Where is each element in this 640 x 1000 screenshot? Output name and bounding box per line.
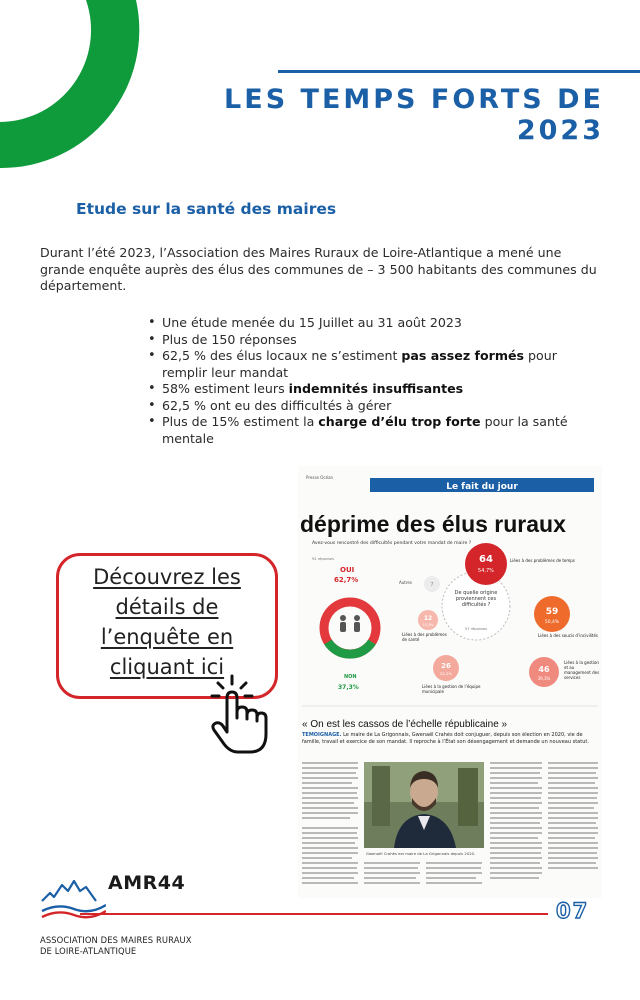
bubble-center-question: De quelle origine proviennent ces difficultés ? <box>454 590 498 608</box>
page-title: LES TEMPS FORTS DE 2023 <box>224 84 604 146</box>
list-item: • Une étude menée du 15 Juillet au 31 août 2023 <box>148 315 568 332</box>
logo-name: AMR44 <box>108 872 186 894</box>
top-rule <box>278 70 640 73</box>
non-value: 37,3% <box>338 684 359 691</box>
bubble-count: 12 <box>423 615 433 622</box>
bubble-count: 59 <box>545 607 559 617</box>
association-name: ASSOCIATION DES MAIRES RURAUX DE LOIRE-ATLANTIQUE <box>40 935 192 956</box>
bubble-count: 7 <box>430 582 434 588</box>
survey-link[interactable]: Découvrez les détails de l’enquête en cliquant ici <box>93 565 241 679</box>
bubble-count: 64 <box>479 554 493 565</box>
bubble-label: Liées à des soucis d’incivilités <box>538 633 598 638</box>
section-heading: Etude sur la santé des maires <box>76 200 337 218</box>
svg-text:Presse Océan: Presse Océan <box>306 475 334 480</box>
bubble-label: Liées à des problèmes de santé <box>402 632 447 642</box>
bubble-count: 26 <box>441 662 451 670</box>
bubble-pct: 54,7% <box>478 568 494 574</box>
page-number: 07 <box>556 899 590 923</box>
bubble-pct: 39,3% <box>537 676 551 681</box>
article-headline: déprime des élus ruraux <box>300 511 566 537</box>
article-testimony: TÉMOIGNAGE. Le maire de La Grigonnais, Gwenaël Crahès doit conjuguer, depuis son élection en 2020, vie de famille, travail et exercice de son mandat. Il reproche à l’État son désengagement et demande un nouveau statut. <box>302 732 589 745</box>
bubble-label: Liées à la gestion et au management des services <box>564 660 600 680</box>
findings-list <box>148 315 568 447</box>
bubble-count: 46 <box>538 665 550 674</box>
list-item: • 58% estiment leurs indemnités insuffisantes <box>148 381 568 398</box>
chart-question-sub: 92 réponses <box>312 557 335 561</box>
photo-caption: Gwenaël Crahès est maire de La Grigonnais depuis 2020. <box>366 851 476 856</box>
corner-arc-decoration <box>0 0 140 170</box>
oui-value: 62,7% <box>334 576 359 584</box>
article-section-label: Le fait du jour <box>446 482 518 492</box>
bubble-label: Liées à des problèmes de temps <box>510 558 575 563</box>
bubble-pct: 22,2% <box>439 671 453 676</box>
amr44-logo <box>40 875 106 925</box>
footer-rule <box>80 913 548 915</box>
newspaper-article[interactable] <box>298 466 602 898</box>
bubble-pct: 50,4% <box>544 620 560 625</box>
bubble-label: Liées à la gestion de l’équipe municipale <box>422 684 481 694</box>
bubble-autres-label: Autres <box>399 580 412 585</box>
oui-label: OUI <box>340 566 355 574</box>
intro-paragraph: Durant l’été 2023, l’Association des Maires Ruraux de Loire-Atlantique a mené une grande enquête auprès des élus des communes de – 3 500 habitants des communes du département. <box>40 245 597 293</box>
pointer-hand-icon <box>208 672 270 756</box>
list-item: • 62,5 % des élus locaux ne s’estiment pas assez formés pour remplir leur mandat <box>148 348 568 381</box>
bubble-center-sub: 57 réponses <box>464 627 488 631</box>
bubble-pct: 10,3% <box>422 623 434 627</box>
list-item: • 62,5 % ont eu des difficultés à gérer <box>148 398 568 415</box>
chart-question: Avez-vous rencontré des difficultés pendant votre mandat de maire ? <box>312 541 472 546</box>
non-label: NON <box>344 674 357 680</box>
mayor-photo <box>364 762 484 848</box>
list-item: • Plus de 15% estiment la charge d’élu trop forte pour la santé mentale <box>148 414 568 447</box>
list-item: • Plus de 150 réponses <box>148 332 568 349</box>
article-quote-title: « On est les cassos de l’échelle républicaine » <box>302 719 508 730</box>
